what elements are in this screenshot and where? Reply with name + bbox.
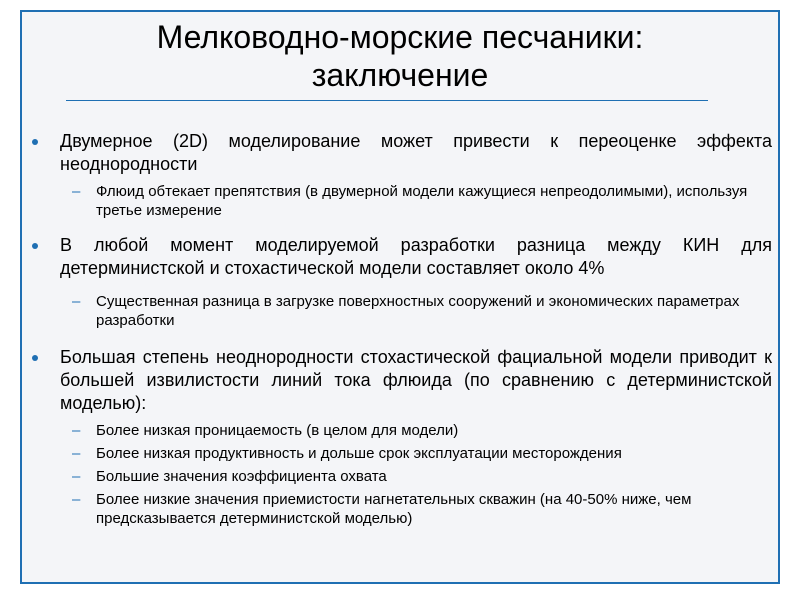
bullet-text: Большая степень неоднородности стохастической фациальной модели приводит к большей извилистости линий тока флюида (по сравнению с детерминистской моделью): [60, 347, 772, 413]
sub-item-text: Более низкие значения приемистости нагнетательных скважин (на 40-50% ниже, чем предсказывается детерминистской моделью) [96, 491, 692, 527]
sub-item-text: Флюид обтекает препятствия (в двумерной модели кажущиеся непреодолимыми), используя третье измерение [96, 183, 748, 219]
bullet-item-2 [32, 234, 772, 280]
sub-item-text: Существенная разница в загрузке поверхностных сооружений и экономических параметрах разработки [96, 293, 740, 329]
sub-item-text: Более низкая проницаемость (в целом для модели) [96, 422, 459, 439]
bullet-dot-icon [32, 139, 38, 145]
sub-item-1-1 [32, 182, 772, 220]
slide-title-line-1: Мелководно-морские песчаники: [156, 19, 644, 55]
dash-icon: – [72, 183, 81, 200]
sub-item-3-2 [32, 444, 772, 463]
sub-item-text: Большие значения коэффициента охвата [96, 468, 387, 485]
sub-item-3-1 [32, 421, 772, 440]
bullet-dot-icon [32, 355, 38, 361]
dash-icon: – [72, 293, 81, 310]
sub-item-2-1 [32, 292, 772, 330]
slide-title [60, 18, 740, 94]
dash-icon: – [72, 422, 81, 439]
bullet-text: Двумерное (2D) моделирование может привести к переоценке эффекта неоднородности [60, 131, 772, 174]
sub-item-3-4 [32, 490, 772, 528]
dash-icon: – [72, 468, 81, 485]
title-underline [66, 100, 708, 101]
sub-item-3-3 [32, 467, 772, 486]
sub-item-text: Более низкая продуктивность и дольше срок эксплуатации месторождения [96, 445, 622, 462]
bullet-item-3 [32, 346, 772, 415]
dash-icon: – [72, 445, 81, 462]
bullet-list [32, 130, 772, 528]
slide-title-line-2: заключение [311, 57, 489, 93]
bullet-dot-icon [32, 243, 38, 249]
dash-icon: – [72, 491, 81, 508]
bullet-item-1 [32, 130, 772, 176]
bullet-text: В любой момент моделируемой разработки разница между КИН для детерминистской и стохастической модели составляет около 4% [60, 235, 772, 278]
